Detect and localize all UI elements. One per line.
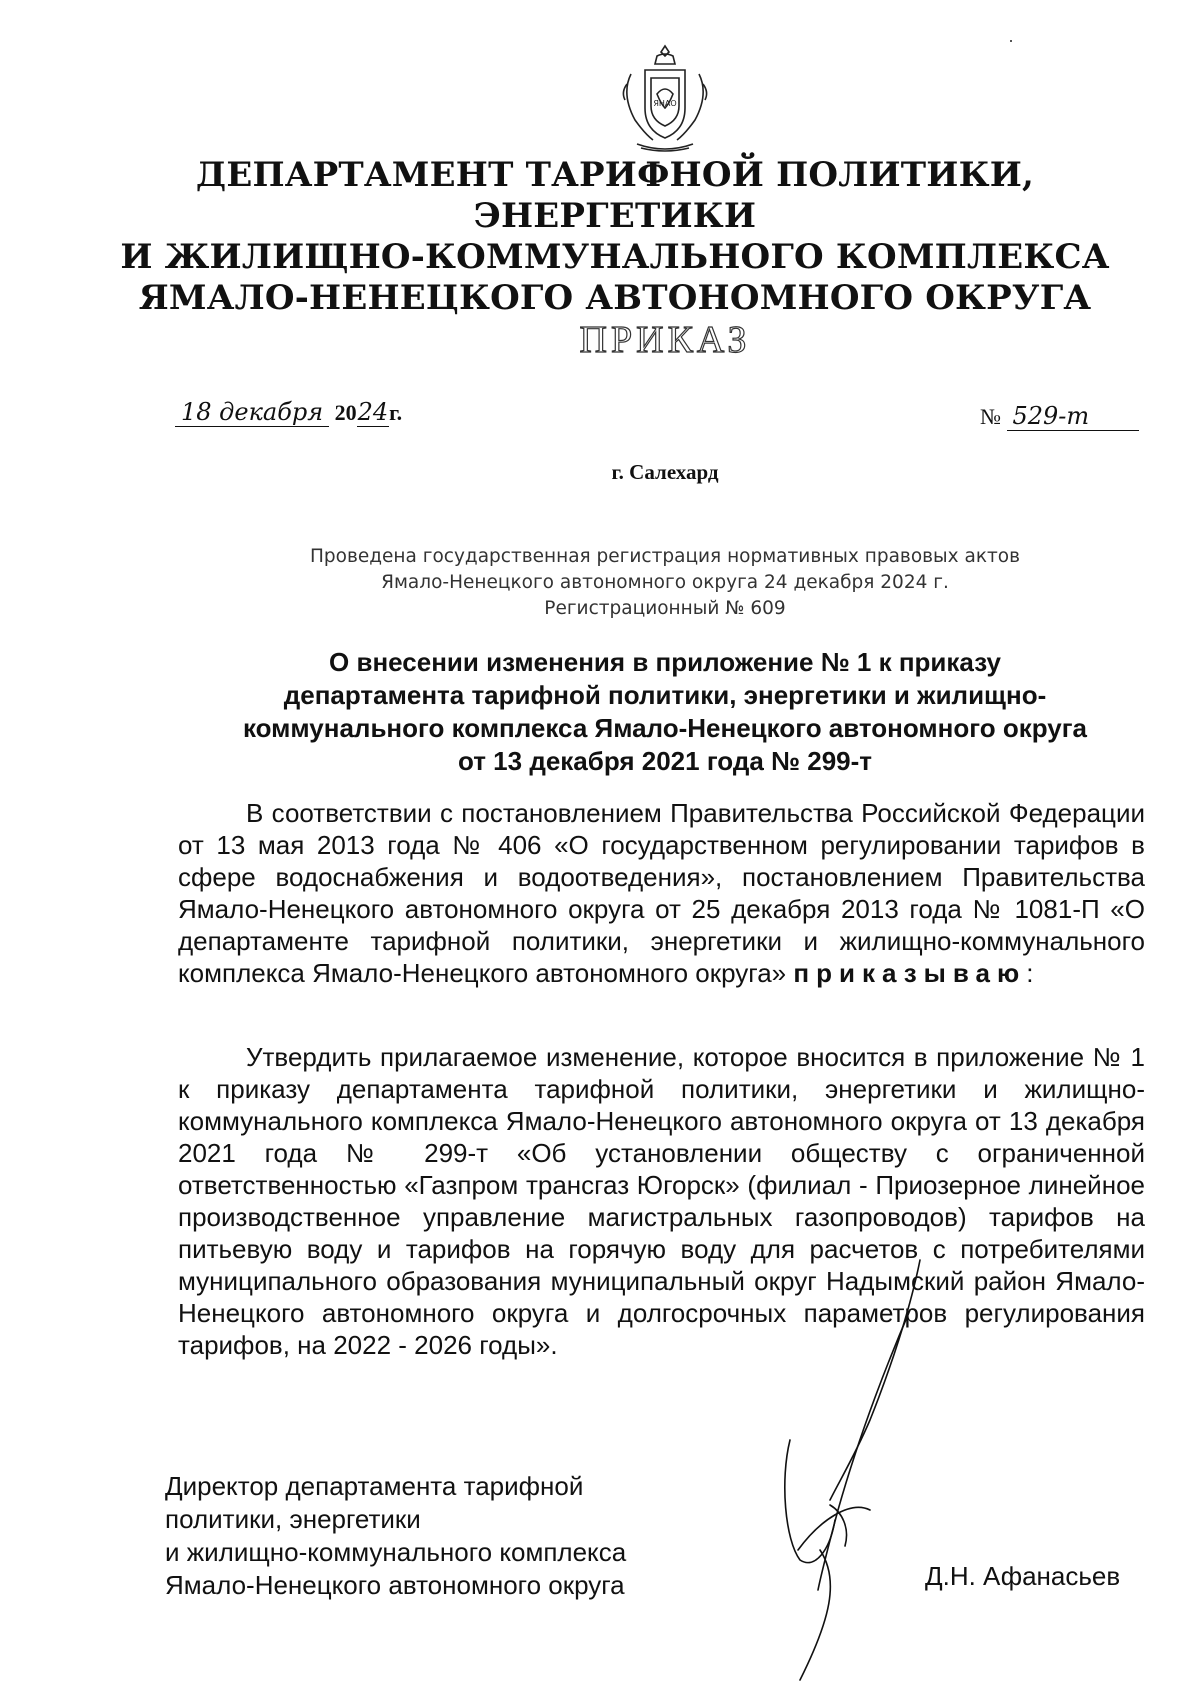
registration-line: Ямало-Ненецкого автономного округа 24 декабря 2024 г.: [381, 572, 949, 593]
handwritten-signature: [760, 1250, 980, 1690]
title-line: департамента тарифной политики, энергетики и жилищно-: [283, 680, 1047, 710]
title-line: коммунального комплекса Ямало-Ненецкого автономного округа: [242, 713, 1088, 743]
organization-line: ЯМАЛО-НЕНЕЦКОГО АВТОНОМНОГО ОКРУГА: [138, 278, 1092, 318]
date-year-unit: г.: [389, 400, 403, 425]
document-title: [160, 646, 1170, 778]
svg-text:ЯНАО: ЯНАО: [653, 99, 677, 108]
operative-paragraph: Утвердить прилагаемое изменение, которое вносится в приложение № 1 к приказу департамента тарифной политики, энергетики и жилищно-коммунального комплекса Ямало-Ненецкого автономного округа от 13 декабря 2021 года № 299-т «Об установлении обществу с ограниченной ответственностью «Газпром трансгаз Югорск» (филиал - Приозерное линейное производственное управление магистральных газопроводов) тарифов на питьевую воду и тарифов на горячую воду для расчетов с потребителями муниципального образования муниципальный округ Надымский район Ямало-Ненецкого автономного округа и долгосрочных параметров регулирования тарифов, на 2022 - 2026 годы».: [178, 1042, 1145, 1360]
order-verb: приказываю: [793, 958, 1027, 988]
registration-line: Проведена государственная регистрация нормативных правовых актов: [310, 546, 1020, 567]
number-value-handwritten: 529-т: [1007, 402, 1139, 431]
signer-position-line: Ямало-Ненецкого автономного округа: [165, 1570, 625, 1600]
registration-stamp: [200, 544, 1130, 622]
preamble-text: В соответствии с постановлением Правительства Российской Федерации от 13 мая 2013 года № 406 «О государственном регулировании тарифов в сфере водоснабжения и водоотведения», постановлением Правительства Ямало-Ненецкого автономного округа от 25 декабря 2013 года № 1081-П «О департаменте тарифной политики, энергетики и жилищно-коммунального комплекса Ямало-Ненецкого автономного округа»: [178, 798, 1145, 988]
preamble-paragraph: [178, 797, 1145, 989]
document-type: ПРИКАЗ: [579, 319, 751, 361]
signer-name: Д.Н. Афанасьев: [925, 1561, 1121, 1591]
organization-line: И ЖИЛИЩНО-КОММУНАЛЬНОГО КОМПЛЕКСА: [120, 237, 1110, 277]
order-number: [980, 402, 1139, 431]
organization-heading: [100, 155, 1130, 319]
title-line: О внесении изменения в приложение № 1 к приказу: [329, 647, 1001, 677]
preamble-end: :: [1026, 958, 1034, 988]
coat-of-arms-emblem: [617, 44, 713, 152]
registration-line: Регистрационный № 609: [544, 598, 786, 619]
date-year-suffix-handwritten: 24: [357, 398, 389, 426]
signer-position-line: политики, энергетики: [165, 1504, 421, 1534]
scan-speck: [1010, 40, 1012, 42]
title-line: от 13 декабря 2021 года № 299-т: [457, 746, 873, 776]
city: г. Салехард: [611, 460, 719, 484]
order-date: [175, 398, 402, 427]
organization-line: ДЕПАРТАМЕНТ ТАРИФНОЙ ПОЛИТИКИ, ЭНЕРГЕТИКИ: [195, 155, 1035, 236]
signer-position-line: и жилищно-коммунального комплекса: [165, 1537, 627, 1567]
signer-position: [165, 1470, 626, 1602]
number-prefix: №: [980, 404, 1001, 429]
date-year-prefix: 20: [334, 400, 357, 425]
date-day-month-handwritten: 18 декабря: [175, 398, 329, 427]
signer-position-line: Директор департамента тарифной: [165, 1471, 584, 1501]
